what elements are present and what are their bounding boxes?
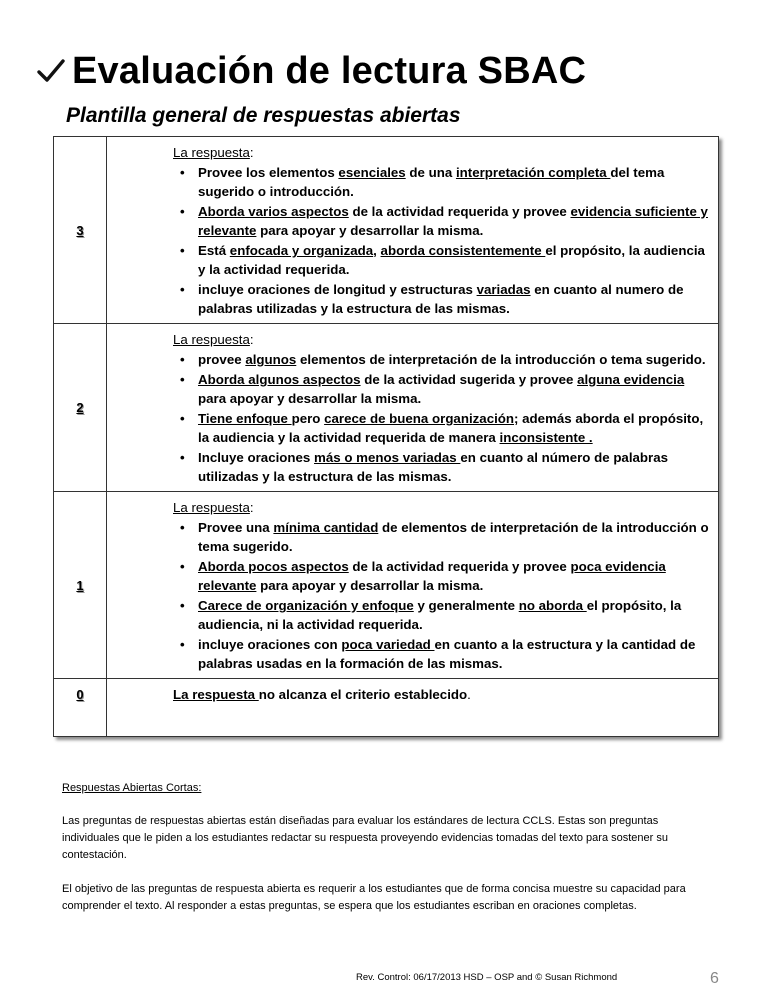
rubric-table <box>53 136 719 737</box>
lead-label: La respuesta <box>173 332 250 347</box>
criterion-item: • provee algunos elementos de interpretación de la introducción o tema sugerido. <box>173 350 710 369</box>
page-number: 6 <box>710 970 719 987</box>
description-cell: La respuesta: • Provee una mínima cantidad de elementos de interpretación de la introducción o tema sugerido. • Aborda pocos aspectos de la actividad requerida y provee poca evidencia relevante para apoyar y desarrollar la misma. • Carece de organización y enfoque y generalmente no aborda el propósito, la audiencia, ni la actividad requerida. • incluye oraciones con poca variedad en cuanto a la estructura y la cantidad de palabras usadas en la formación de las mismas. <box>107 492 719 679</box>
criterion-item: • Carece de organización y enfoque y generalmente no aborda el propósito, la audiencia, ni la actividad requerida. <box>173 596 710 634</box>
lead-label: La respuesta <box>173 500 250 515</box>
notes-paragraph: El objetivo de las preguntas de respuesta abierta es requerir a los estudiantes que de forma concisa muestre su capacidad para comprender el texto. Al responder a estas preguntas, se espera que los estudiantes escriban en oraciones completas. <box>62 883 686 912</box>
page-title: Evaluación de lectura SBAC <box>72 50 587 92</box>
rubric-row-1 <box>54 492 719 679</box>
criterion-item: • Provee una mínima cantidad de elementos de interpretación de la introducción o tema sugerido. <box>173 518 710 556</box>
criterion-item: • Tiene enfoque pero carece de buena organización; además aborda el propósito, la audiencia y la actividad requerida de manera inconsistente . <box>173 409 710 447</box>
revision-footer: Rev. Control: 06/17/2013 HSD – OSP and © Susan Richmond <box>356 972 618 983</box>
notes-section <box>62 780 712 915</box>
description-cell: La respuesta: • provee algunos elementos de interpretación de la introducción o tema sugerido. • Aborda algunos aspectos de la actividad sugerida y provee alguna evidencia para apoyar y desarrollar la misma. • Tiene enfoque pero carece de buena organización; además aborda el propósito, la audiencia y la actividad requerida de manera inconsistente . • Incluye oraciones más o menos variadas en cuanto al número de palabras utilizadas y la estructura de las mismas. <box>107 324 719 492</box>
page-subtitle: Plantilla general de respuestas abiertas <box>66 104 461 127</box>
rubric-row-3 <box>54 137 719 324</box>
criterion-item: • Aborda algunos aspectos de la actividad sugerida y provee alguna evidencia para apoyar y desarrollar la misma. <box>173 370 710 408</box>
notes-heading: Respuestas Abiertas Cortas: <box>62 782 202 794</box>
lead-label: La respuesta <box>173 145 250 160</box>
rubric-row-2 <box>54 324 719 492</box>
description-cell: La respuesta: • Provee los elementos esenciales de una interpretación completa del tema sugerido o introducción. • Aborda varios aspectos de la actividad requerida y provee evidencia suficiente y relevante para apoyar y desarrollar la misma. • Está enfocada y organizada, aborda consistentemente el propósito, la audiencia y la actividad requerida. • incluye oraciones de longitud y estructuras variadas en cuanto al numero de palabras utilizadas y la estructura de las mismas. <box>107 137 719 324</box>
score-cell: 2 <box>54 324 107 492</box>
rubric-row-0 <box>54 679 719 737</box>
notes-paragraph: Las preguntas de respuestas abiertas están diseñadas para evaluar los estándares de lectura CCLS. Estas son preguntas individuales que le piden a los estudiantes redactar su respuesta proveyendo evidencias tomadas del texto para sostener su contestación. <box>62 815 668 861</box>
description-cell: La respuesta no alcanza el criterio establecido. <box>107 679 719 737</box>
criterion-item: • incluye oraciones con poca variedad en cuanto a la estructura y la cantidad de palabras usadas en la formación de las mismas. <box>173 635 710 673</box>
criterion-item: • Aborda pocos aspectos de la actividad requerida y provee poca evidencia relevante para apoyar y desarrollar la misma. <box>173 557 710 595</box>
score-cell: 0 <box>54 679 107 737</box>
criterion-item: • Provee los elementos esenciales de una interpretación completa del tema sugerido o introducción. <box>173 163 710 201</box>
criterion-item: • Aborda varios aspectos de la actividad requerida y provee evidencia suficiente y relevante para apoyar y desarrollar la misma. <box>173 202 710 240</box>
score-cell: 3 <box>54 137 107 324</box>
criterion-item: • Está enfocada y organizada, aborda consistentemente el propósito, la audiencia y la actividad requerida. <box>173 241 710 279</box>
criterion-item: • incluye oraciones de longitud y estructuras variadas en cuanto al numero de palabras utilizadas y la estructura de las mismas. <box>173 280 710 318</box>
score-cell: 1 <box>54 492 107 679</box>
checkmark-icon <box>36 56 66 86</box>
criterion-item: • Incluye oraciones más o menos variadas en cuanto al número de palabras utilizadas y la estructura de las mismas. <box>173 448 710 486</box>
